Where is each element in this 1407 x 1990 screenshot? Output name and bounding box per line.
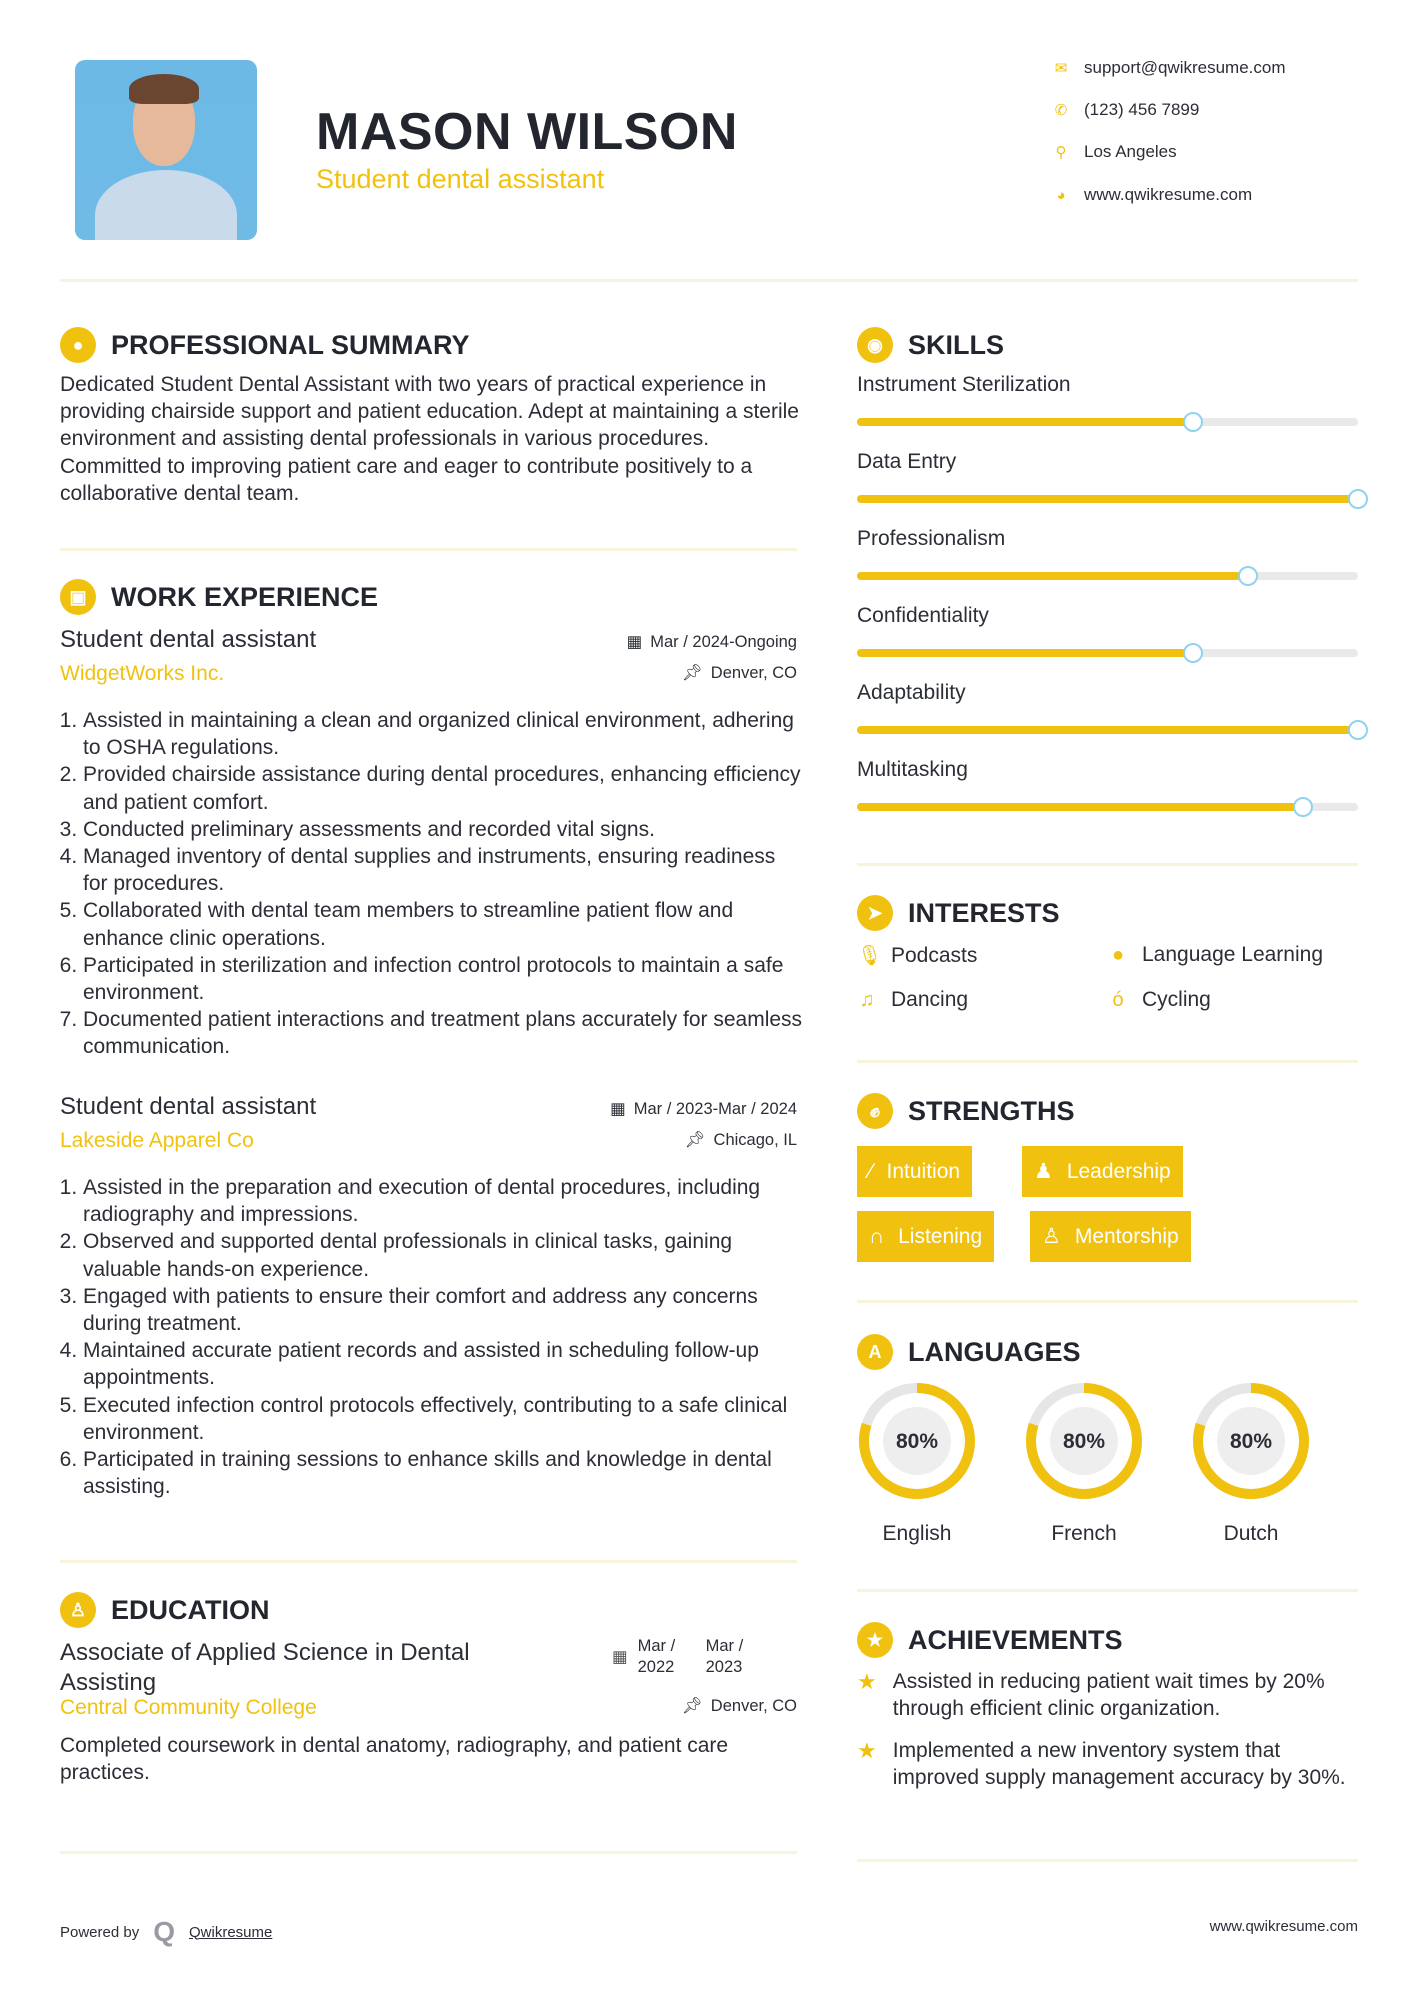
education-end: Mar / 2023: [705, 1637, 744, 1676]
work-heading: [60, 579, 378, 615]
skill-bar: [857, 726, 1358, 734]
duty-item: 5. Collaborated with dental team members to streamline patient flow and enhance clinic operations.: [83, 897, 805, 951]
paper-plane-icon: ➤: [857, 895, 893, 931]
skill-bar: [857, 649, 1358, 657]
skill-bar-fill: [857, 649, 1193, 657]
user-plus-icon: ♙: [1042, 1225, 1061, 1248]
achievement-item: [857, 1737, 1357, 1791]
calendar-icon: ▦: [610, 1100, 626, 1118]
company-name: Lakeside Apparel Co: [60, 1129, 254, 1152]
profile-photo: [75, 60, 257, 240]
skills-heading-text: SKILLS: [908, 329, 1005, 360]
skill-slider-knob[interactable]: [1348, 489, 1368, 509]
language-percent: 80%: [1229, 1430, 1273, 1453]
skill-item: [857, 373, 1358, 397]
achievements-heading-text: ACHIEVEMENTS: [908, 1624, 1123, 1655]
language-percent: 80%: [895, 1430, 939, 1453]
pin-icon: 📌︎: [681, 1697, 703, 1715]
microphone-icon: 🎙: [857, 945, 883, 967]
duty-item: 2. Observed and supported dental professionals in clinical tasks, gaining valuable hands-on experience.: [83, 1228, 805, 1282]
qwikresume-link[interactable]: Qwikresume: [189, 1923, 273, 1941]
company-name: WidgetWorks Inc.: [60, 662, 225, 685]
strength-badge: [1022, 1146, 1183, 1197]
education-heading: [60, 1592, 270, 1628]
calendar-icon: ▦: [626, 633, 643, 651]
duty-item: 1. Assisted in maintaining a clean and organized clinical environment, adhering to OSHA regulations.: [83, 707, 805, 761]
interest-item: [857, 988, 968, 1012]
user-icon: ●: [60, 327, 96, 363]
achievement-item: [857, 1668, 1357, 1722]
strengths-heading: [857, 1093, 1075, 1129]
skill-item: [857, 604, 1358, 628]
duty-item: 7. Documented patient interactions and treatment plans accurately for seamless communication.: [83, 1006, 805, 1060]
skill-slider-knob[interactable]: [1238, 566, 1258, 586]
graduate-icon: ♙: [60, 1592, 96, 1628]
skill-bar: [857, 803, 1358, 811]
contact-text: (123) 456 7899: [1084, 100, 1200, 119]
users-icon: ♟: [1034, 1160, 1053, 1183]
qwikresume-logo-icon: Q: [153, 1916, 175, 1947]
duty-item: 6. Participated in training sessions to enhance skills and knowledge in dental assisting.: [83, 1446, 805, 1500]
language-percent: 80%: [1062, 1430, 1106, 1453]
footer-powered: [60, 1916, 272, 1948]
skill-name: Professionalism: [857, 527, 1006, 550]
section-divider: [857, 1300, 1358, 1303]
globe-icon: ●: [1111, 943, 1125, 966]
language-item: [1022, 1379, 1146, 1546]
degree: Associate of Applied Science in Dental Assisting: [60, 1639, 470, 1696]
powered-by-text: Powered by: [60, 1923, 140, 1941]
education-location: [560, 1697, 797, 1716]
skill-name: Multitasking: [857, 758, 968, 781]
pin-icon: 📌︎: [684, 1131, 706, 1149]
achievement-text: Assisted in reducing patient wait times by 20% through efficient clinic organization.: [892, 1670, 1325, 1720]
contact-item[interactable]: [1052, 185, 1252, 205]
contact-item[interactable]: [1052, 58, 1286, 78]
skill-slider-knob[interactable]: [1183, 412, 1203, 432]
skill-item: [857, 758, 1358, 782]
star-icon: ★: [857, 1669, 877, 1694]
contact-item[interactable]: [1052, 100, 1199, 120]
skill-bar: [857, 572, 1358, 580]
language-progress-ring: [855, 1379, 979, 1503]
language-name: French: [1051, 1522, 1117, 1545]
map-pin-icon: ⚲: [1055, 144, 1067, 161]
contact-text: support@qwikresume.com: [1084, 58, 1286, 77]
education-start: Mar / 2022: [637, 1637, 676, 1676]
duty-item: 3. Conducted preliminary assessments and recorded vital signs.: [83, 816, 805, 843]
summary-heading-text: PROFESSIONAL SUMMARY: [111, 329, 470, 360]
skill-name: Instrument Sterilization: [857, 373, 1071, 396]
language-item: [855, 1379, 979, 1546]
headphones-icon: ∩: [869, 1224, 885, 1248]
skill-bar-fill: [857, 726, 1358, 734]
magic-wand-icon: ⁄: [869, 1159, 873, 1183]
languages-heading-text: LANGUAGES: [908, 1336, 1081, 1367]
section-divider: [60, 548, 797, 551]
section-divider: [60, 1851, 797, 1854]
star-badge-icon: ★: [857, 1622, 893, 1658]
lightbulb-icon: ◉: [857, 327, 893, 363]
education-location-text: Denver, CO: [710, 1697, 797, 1715]
music-note-icon: ♫: [859, 988, 875, 1011]
job-date: [500, 1099, 797, 1119]
education-description: Completed coursework in dental anatomy, radiography, and patient care practices.: [60, 1734, 729, 1785]
skill-slider-knob[interactable]: [1348, 720, 1368, 740]
section-divider: [60, 1560, 797, 1563]
strength-badge: [1030, 1211, 1191, 1262]
fist-icon: ✊︎: [857, 1093, 893, 1129]
interest-item: [857, 943, 977, 968]
interests-heading: [857, 895, 1060, 931]
candidate-name: MASON WILSON: [316, 103, 738, 161]
job-date: [500, 632, 797, 652]
calendar-icon: ▦: [612, 1648, 628, 1666]
section-divider: [857, 863, 1358, 866]
strength-label: Listening: [898, 1224, 983, 1248]
language-progress-ring: [1189, 1379, 1313, 1503]
achievements-heading: [857, 1622, 1123, 1658]
interest-label: Cycling: [1142, 988, 1211, 1011]
strength-badge: [857, 1146, 972, 1197]
job-location: [500, 1131, 797, 1150]
summary-heading: [60, 327, 470, 363]
section-divider: [857, 1859, 1358, 1862]
strength-label: Leadership: [1066, 1159, 1171, 1183]
duties-list: [60, 707, 805, 1061]
bicycle-icon: ó: [1112, 988, 1124, 1011]
footer-website[interactable]: www.qwikresume.com: [1209, 1918, 1358, 1935]
duty-item: 5. Executed infection control protocols effectively, contributing to a safe clinical environment.: [83, 1392, 805, 1446]
skill-name: Confidentiality: [857, 604, 989, 627]
job-title: Student dental assistant: [60, 626, 317, 653]
skill-item: [857, 527, 1358, 551]
section-divider: [857, 1589, 1358, 1592]
skill-slider-knob[interactable]: [1293, 797, 1313, 817]
summary-text: Dedicated Student Dental Assistant with two years of practical experience in providing chairside support and patient education. Adept at maintaining a sterile environment and assisting dental professionals in various procedures. Committed to improving patient care and eager to contribute positively to a collaborative dental team.: [60, 373, 799, 505]
star-icon: ★: [857, 1738, 877, 1763]
interest-label: Dancing: [891, 988, 969, 1011]
skill-bar-fill: [857, 572, 1248, 580]
language-name: English: [882, 1522, 952, 1545]
skill-bar-fill: [857, 418, 1193, 426]
duties-list: [60, 1174, 805, 1500]
header-divider: [60, 279, 1358, 282]
candidate-title: Student dental assistant: [316, 164, 605, 194]
skill-item: [857, 450, 1358, 474]
duty-item: 2. Provided chairside assistance during dental procedures, enhancing efficiency and patient comfort.: [83, 761, 805, 815]
language-progress-ring: [1022, 1379, 1146, 1503]
work-heading-text: WORK EXPERIENCE: [111, 581, 379, 612]
job-location: [500, 664, 797, 683]
job-location-text: Denver, CO: [710, 664, 797, 682]
skill-name: Adaptability: [857, 681, 966, 704]
duty-item: 6. Participated in sterilization and infection control protocols to maintain a safe environment.: [83, 952, 805, 1006]
globe-icon: ◕: [1056, 186, 1066, 204]
strength-label: Mentorship: [1074, 1224, 1179, 1248]
school: Central Community College: [60, 1696, 317, 1719]
contact-text: www.qwikresume.com: [1084, 185, 1253, 204]
skills-heading: [857, 327, 1004, 363]
job-date-text: Mar / 2024-Ongoing: [650, 632, 797, 651]
education-heading-text: EDUCATION: [111, 1594, 270, 1625]
skill-item: [857, 681, 1358, 705]
language-name: Dutch: [1223, 1522, 1279, 1545]
skill-bar-fill: [857, 803, 1303, 811]
languages-heading: [857, 1334, 1081, 1370]
skill-bar-fill: [857, 495, 1358, 503]
duty-item: 4. Maintained accurate patient records and assisted in scheduling follow-up appointments.: [83, 1337, 805, 1391]
language-item: [1189, 1379, 1313, 1546]
achievement-text: Implemented a new inventory system that improved supply management accuracy by 30%.: [892, 1739, 1346, 1789]
pin-icon: 📌︎: [681, 664, 703, 682]
interest-label: Podcasts: [891, 943, 978, 967]
strength-label: Intuition: [886, 1159, 961, 1183]
interest-item: [1108, 943, 1323, 967]
envelope-icon: ✉: [1054, 60, 1068, 77]
chair-icon: ▣: [60, 579, 96, 615]
translate-icon: A: [857, 1334, 893, 1370]
phone-icon: ✆: [1054, 102, 1068, 119]
strength-badge: [857, 1211, 994, 1262]
interests-heading-text: INTERESTS: [908, 897, 1060, 928]
interest-item: [1108, 988, 1211, 1012]
skill-slider-knob[interactable]: [1183, 643, 1203, 663]
skill-name: Data Entry: [857, 450, 957, 473]
duty-item: 4. Managed inventory of dental supplies and instruments, ensuring readiness for procedures.: [83, 843, 805, 897]
section-divider: [857, 1060, 1358, 1063]
contact-item[interactable]: [1052, 142, 1177, 162]
interest-label: Language Learning: [1142, 943, 1324, 966]
job-location-text: Chicago, IL: [713, 1131, 797, 1149]
strengths-heading-text: STRENGTHS: [908, 1095, 1075, 1126]
education-dates: [612, 1636, 764, 1678]
job-title: Student dental assistant: [60, 1093, 317, 1120]
job-date-text: Mar / 2023-Mar / 2024: [633, 1099, 797, 1118]
skill-bar: [857, 495, 1358, 503]
duty-item: 1. Assisted in the preparation and execution of dental procedures, including radiography and impressions.: [83, 1174, 805, 1228]
contact-text: Los Angeles: [1084, 142, 1177, 161]
duty-item: 3. Engaged with patients to ensure their comfort and address any concerns during treatment.: [83, 1283, 805, 1337]
skill-bar: [857, 418, 1358, 426]
